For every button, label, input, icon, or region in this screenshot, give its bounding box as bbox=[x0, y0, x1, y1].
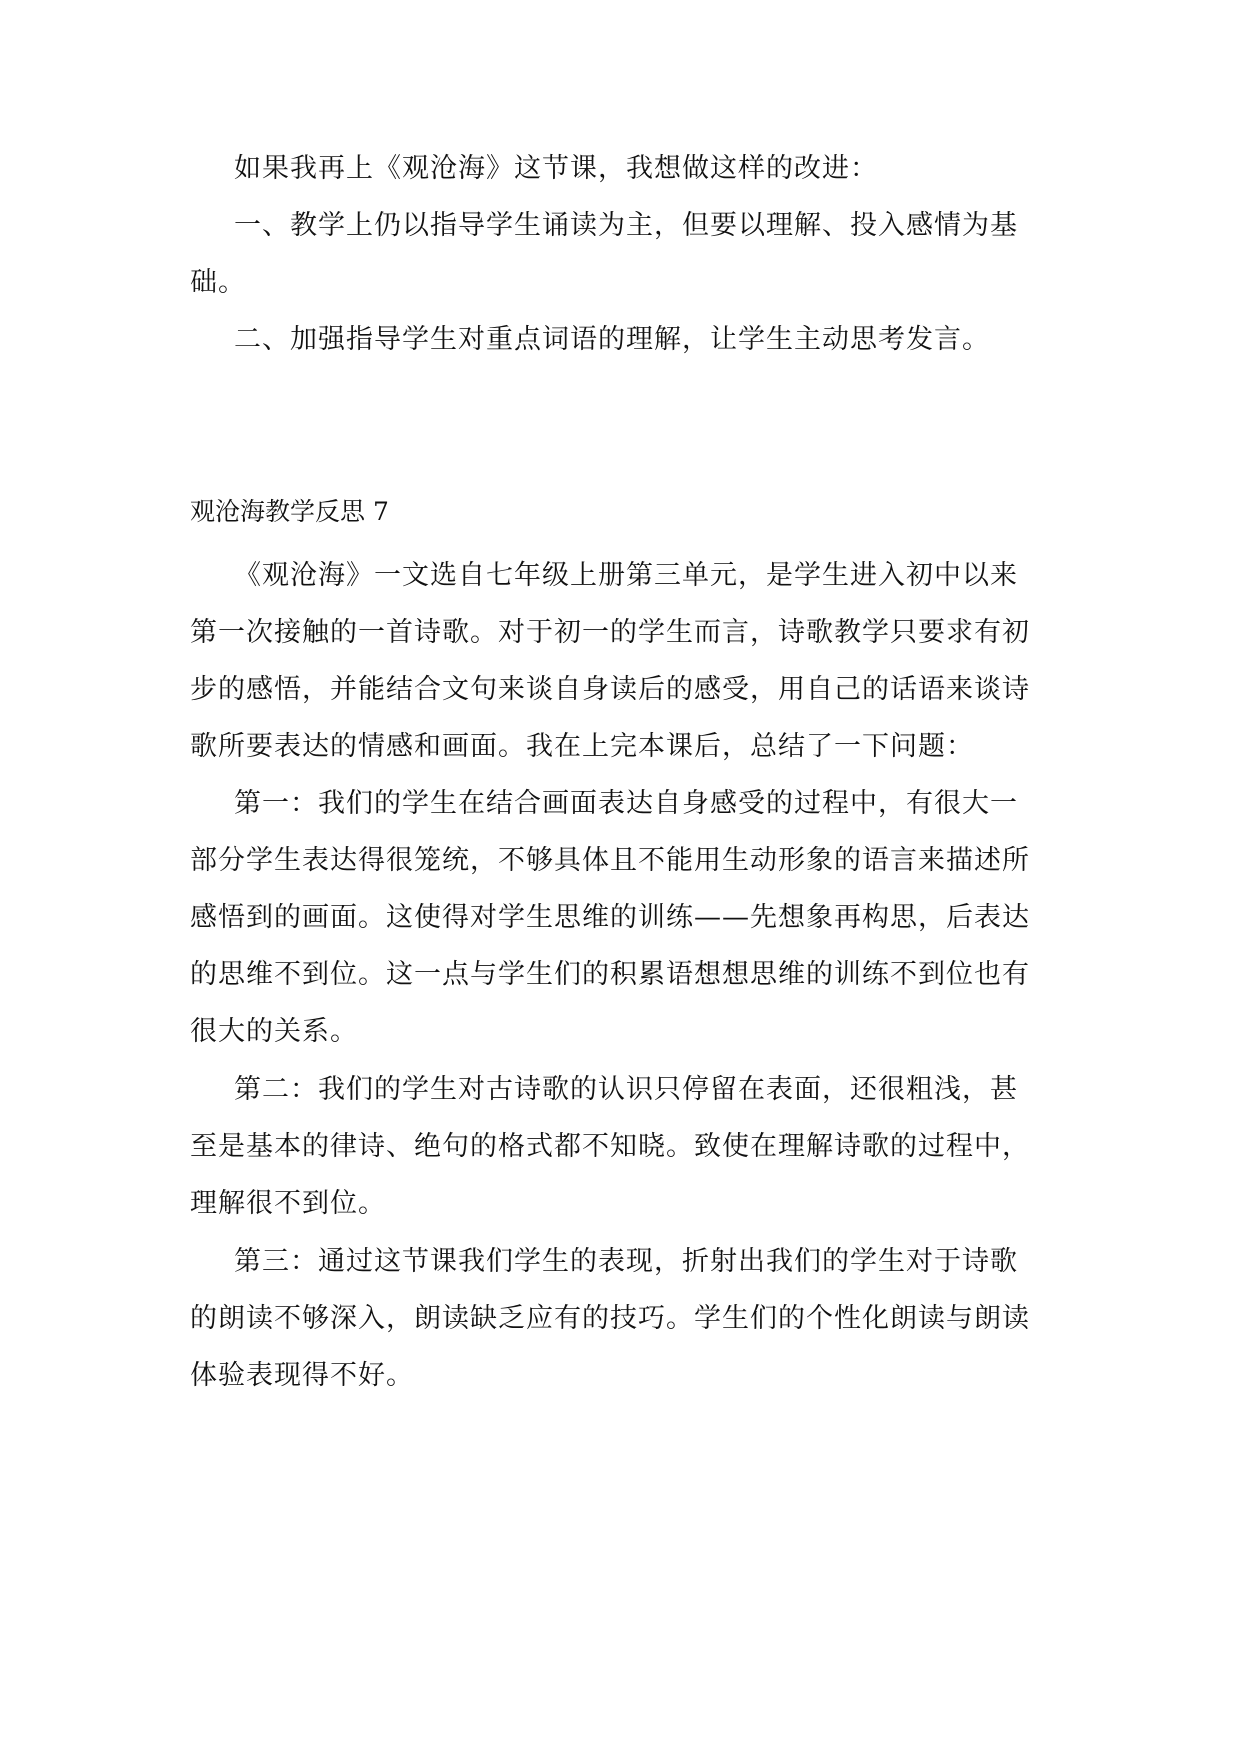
text-line: 如果我再上《观沧海》这节课，我想做这样的改进： bbox=[234, 153, 878, 184]
text-line: 部分学生表达得很笼统，不够具体且不能用生动形象的语言来描述所 bbox=[190, 845, 1030, 876]
text-line: 体验表现得不好。 bbox=[190, 1360, 414, 1391]
text-line: 第三：通过这节课我们学生的表现，折射出我们的学生对于诗歌 bbox=[234, 1246, 1018, 1277]
section-heading: 观沧海教学反思 7 bbox=[190, 497, 389, 526]
text-line: 步的感悟，并能结合文句来谈自身读后的感受，用自己的话语来谈诗 bbox=[190, 674, 1030, 705]
text-line: 一、教学上仍以指导学生诵读为主，但要以理解、投入感情为基 bbox=[234, 210, 1018, 241]
text-line: 《观沧海》一文选自七年级上册第三单元，是学生进入初中以来 bbox=[234, 560, 1018, 591]
text-line: 第二：我们的学生对古诗歌的认识只停留在表面，还很粗浅，甚 bbox=[234, 1074, 1018, 1105]
paragraph-point-3 bbox=[190, 1233, 1050, 1404]
paragraph-point-2 bbox=[190, 1061, 1050, 1232]
paragraph-improvement-1 bbox=[190, 197, 1050, 311]
text-line: 至是基本的律诗、绝句的格式都不知晓。致使在理解诗歌的过程中， bbox=[190, 1131, 1030, 1162]
paragraph-point-1 bbox=[190, 775, 1050, 1060]
paragraph-improvement-2 bbox=[190, 311, 1050, 368]
text-line: 的思维不到位。这一点与学生们的积累语想想思维的训练不到位也有 bbox=[190, 959, 1030, 990]
text-line: 二、加强指导学生对重点词语的理解，让学生主动思考发言。 bbox=[234, 324, 990, 355]
paragraph-intro bbox=[190, 547, 1050, 775]
text-line: 感悟到的画面。这使得对学生思维的训练——先想象再构思，后表达 bbox=[190, 902, 1030, 933]
text-line: 的朗读不够深入，朗读缺乏应有的技巧。学生们的个性化朗读与朗读 bbox=[190, 1303, 1030, 1334]
text-line: 理解很不到位。 bbox=[190, 1188, 386, 1219]
text-line: 础。 bbox=[190, 267, 246, 298]
paragraph-improvement-intro bbox=[190, 140, 1050, 197]
text-line: 歌所要表达的情感和画面。我在上完本课后，总结了一下问题： bbox=[190, 731, 974, 762]
text-line: 第一次接触的一首诗歌。对于初一的学生而言，诗歌教学只要求有初 bbox=[190, 617, 1030, 648]
text-line: 第一：我们的学生在结合画面表达自身感受的过程中，有很大一 bbox=[234, 788, 1018, 819]
text-line: 很大的关系。 bbox=[190, 1016, 358, 1047]
